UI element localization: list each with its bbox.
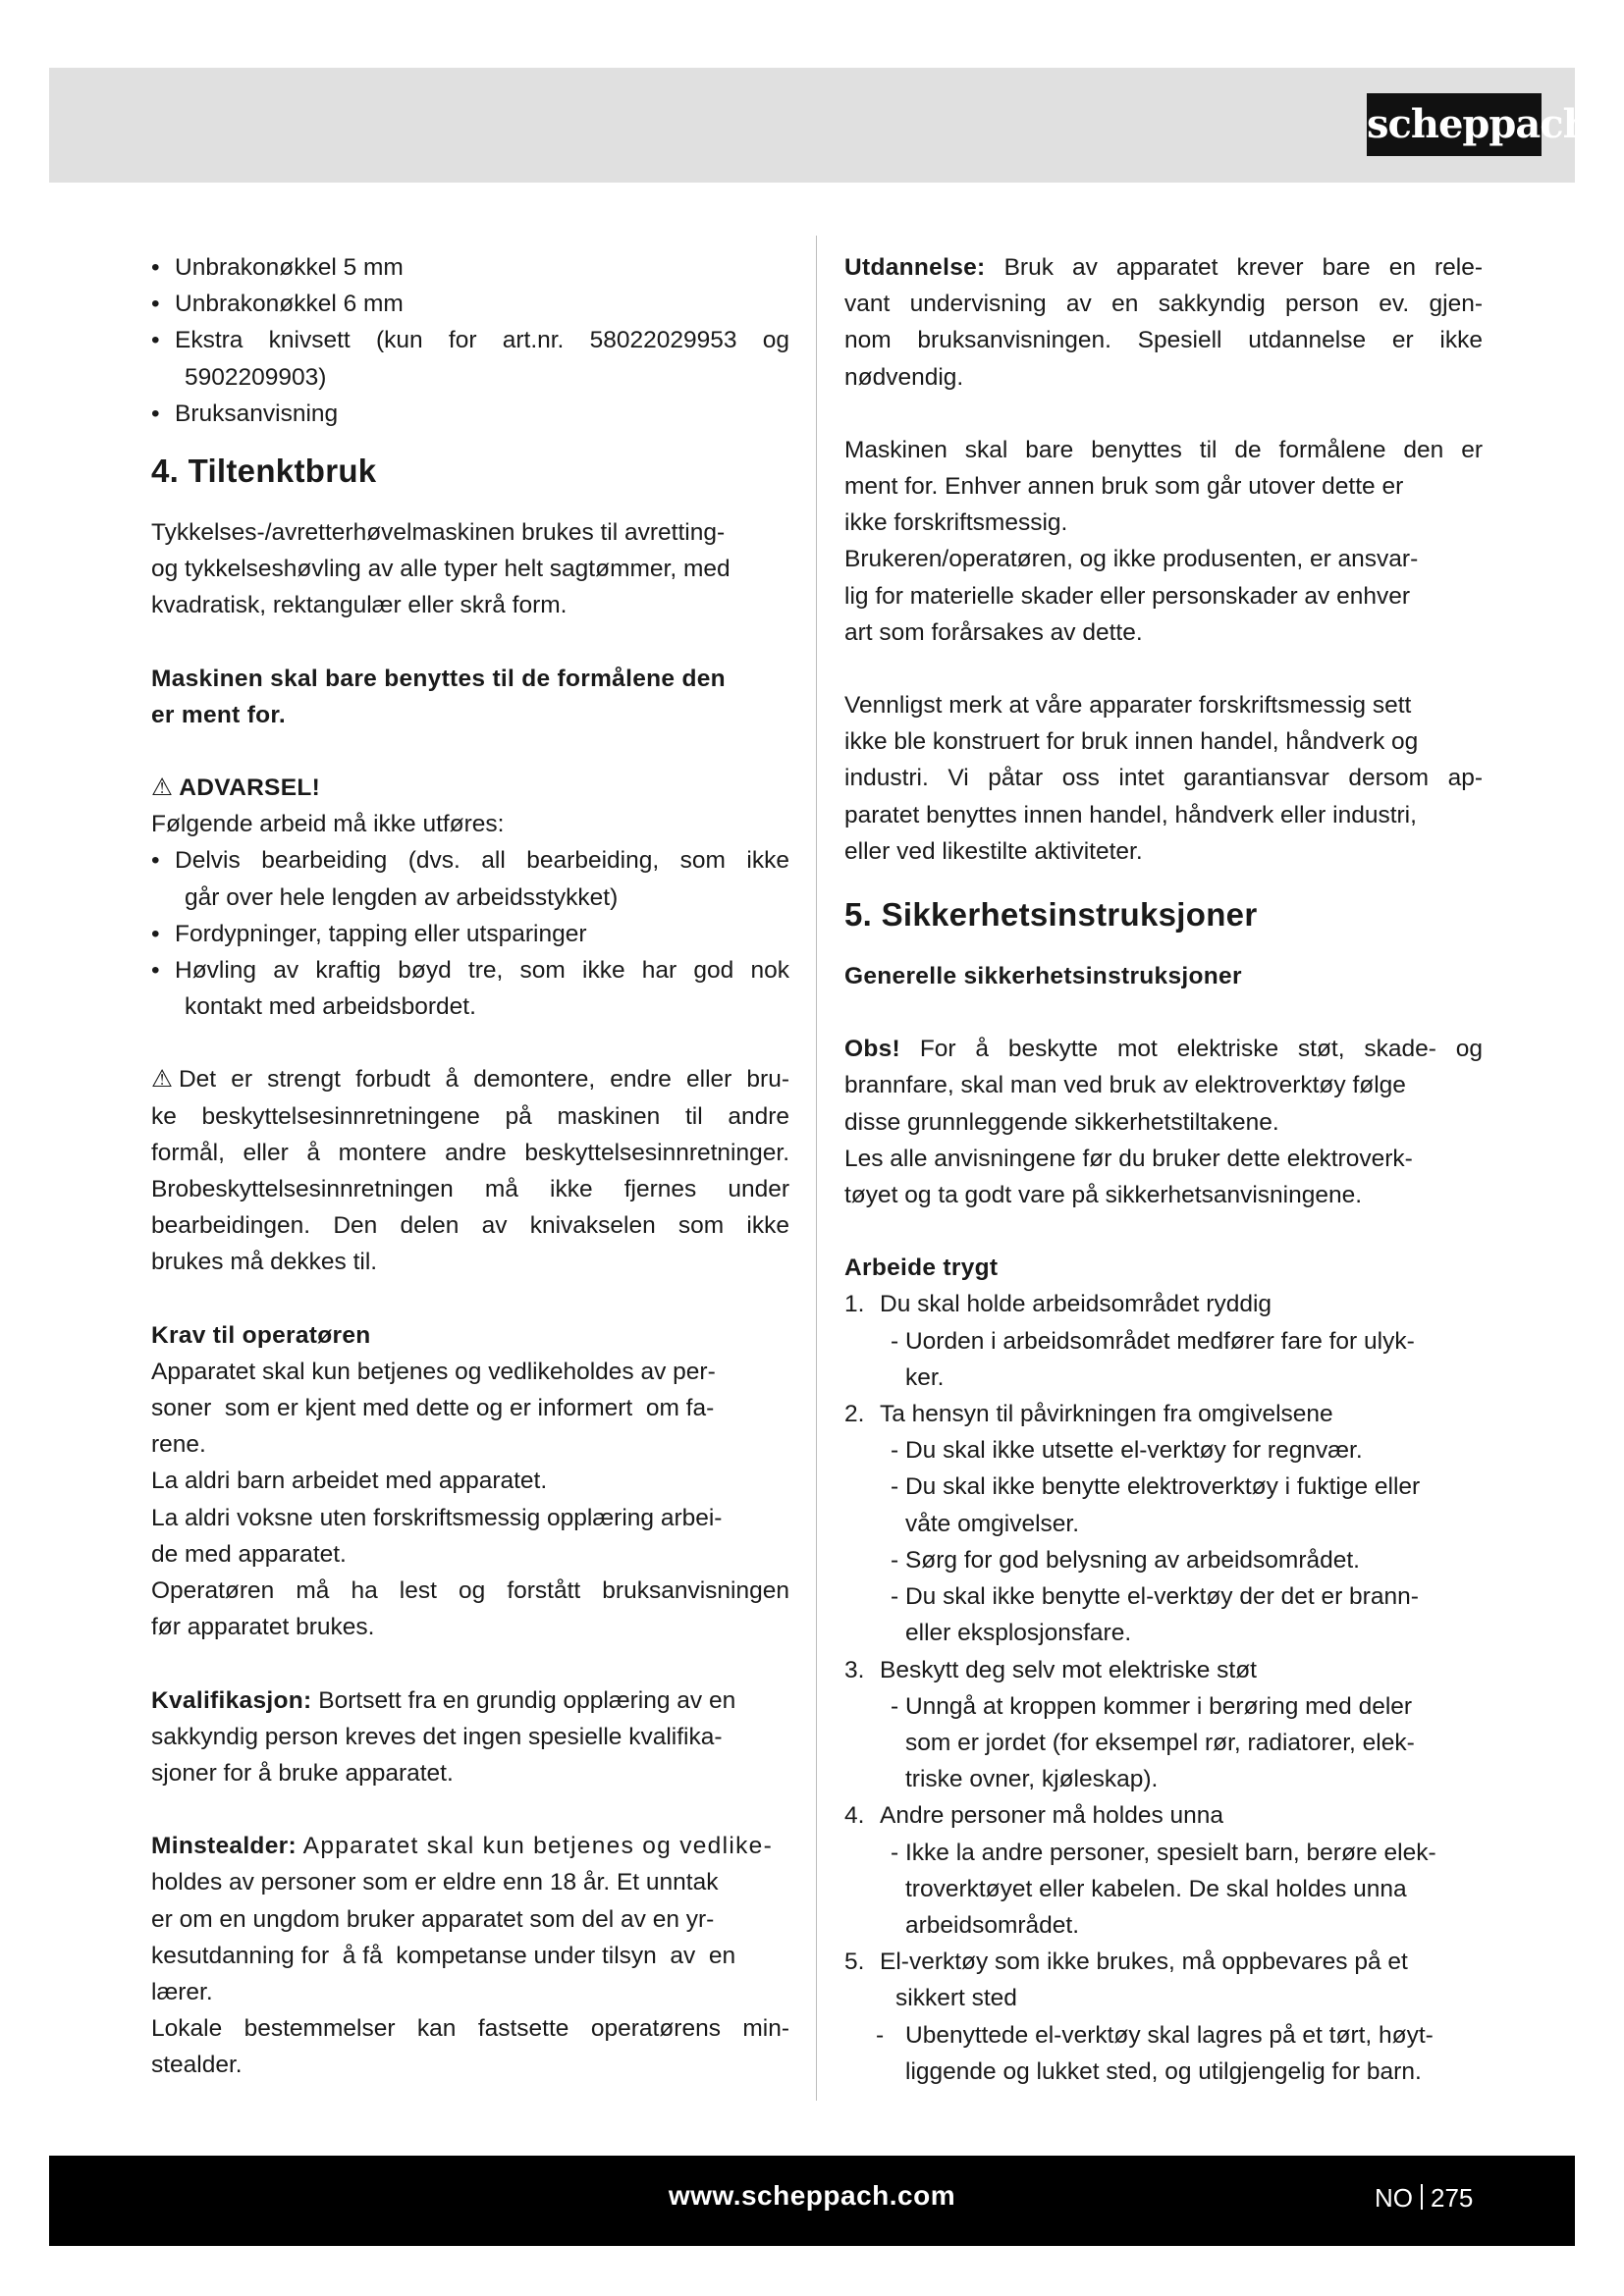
text-line: Maskinen skal bare benyttes til de formålene den er — [844, 436, 1483, 463]
text-line: Minstealder: Apparatet skal kun betjenes og vedlike- — [151, 1833, 774, 1860]
text-line: de med apparatet. — [151, 1540, 347, 1568]
text-line: bearbeidingen. Den delen av knivakselen som ikke — [151, 1212, 789, 1240]
text-line: vant undervisning av en sakkyndig person ev. gjen- — [844, 291, 1483, 318]
text-line: Obs! For å beskytte mot elektriske støt, skade- og — [844, 1036, 1483, 1063]
text-line: Lokale bestemmelser kan fastsette operatørens min- — [151, 2015, 789, 2043]
text-line: formål, eller å montere andre beskyttelsesinnretninger. — [151, 1139, 789, 1166]
text-line: kesutdanning for å få kompetanse under tilsyn av en — [151, 1942, 736, 1969]
warning-triangle-icon: ⚠ — [151, 774, 174, 802]
operator-paragraph — [151, 1354, 789, 1646]
education-paragraph — [844, 249, 1483, 396]
list-item: 1. Du skal holde arbeidsområdet ryddig — [844, 1291, 1272, 1318]
list-item: • Ekstra knivsett (kun for art.nr. 58022029953 og 5902209903) — [151, 322, 789, 395]
list-item: 5. El-verktøy som ikke brukes, må oppbevares på et — [844, 1949, 1408, 1976]
list-sub-item-cont: eller eksplosjonsfare. — [905, 1620, 1132, 1647]
text-line: ⚠ Det er strengt forbudt å demontere, endre eller bru- — [151, 1061, 789, 1097]
list-item: • Unbrakonøkkel 5 mm — [151, 249, 789, 286]
list-sub-item-cont: liggende og lukket sted, og utilgjengelig for barn. — [905, 2057, 1422, 2085]
accessory-list — [151, 249, 789, 432]
text-line: ke beskyttelsesinnretningene på maskinen til andre — [151, 1102, 789, 1130]
column-divider — [816, 236, 817, 2101]
header-band — [49, 68, 1575, 183]
intended-use-bold — [151, 661, 789, 733]
warning-heading: ⚠ ADVARSEL! — [151, 770, 789, 806]
text-line: brukes må dekkes til. — [151, 1249, 378, 1276]
operator-heading: Krav til operatøren — [151, 1321, 371, 1349]
text-line: Les alle anvisningene før du bruker dette elektroverk- — [844, 1145, 1413, 1172]
list-sub-item-cont: triske ovner, kjøleskap). — [905, 1766, 1159, 1793]
work-safely-heading: Arbeide trygt — [844, 1255, 999, 1282]
footer-page-number: NO 275 — [1375, 2183, 1474, 2213]
list-sub-item-cont: som er jordet (for eksempel rør, radiatorer, elek- — [905, 1729, 1415, 1756]
list-sub-item-cont: troverktøyet eller kabelen. De skal holdes unna — [905, 1875, 1407, 1902]
text-line: Vennligst merk at våre apparater forskriftsmessig sett — [844, 692, 1412, 720]
list-item: • Delvis bearbeiding (dvs. all bearbeiding, som ikke går over hele lengden av arbeidsstykket) — [151, 842, 789, 915]
obs-paragraph — [844, 1031, 1483, 1213]
text-line: holdes av personer som er eldre enn 18 år. Et unntak — [151, 1869, 719, 1896]
left-column — [151, 249, 789, 2084]
text-line: La aldri voksne uten forskriftsmessig opplæring arbei- — [151, 1504, 723, 1531]
text-line: Tykkelses-/avretterhøvelmaskinen brukes til avretting- — [151, 519, 726, 547]
list-item: • Fordypninger, tapping eller utsparinger — [151, 916, 789, 952]
list-item: • Bruksanvisning — [151, 396, 789, 432]
text-line: Maskinen skal bare benyttes til de formålene den — [151, 665, 726, 692]
text-line: ikke ble konstruert for bruk innen handel, håndverk og — [844, 728, 1419, 756]
minimum-age-paragraph — [151, 1828, 789, 2083]
warning-triangle-icon: ⚠ — [151, 1066, 173, 1094]
prohibition-paragraph — [151, 1061, 789, 1280]
text-line: art som forårsakes av dette. — [844, 618, 1143, 646]
list-item-cont: sikkert sted — [895, 1985, 1017, 2012]
text-line: er om en ungdom bruker apparatet som del av en yr- — [151, 1905, 715, 1933]
text-line: nødvendig. — [844, 363, 964, 391]
text-line: Apparatet skal kun betjenes og vedlikeholdes av per- — [151, 1358, 716, 1385]
list-item: 3. Beskytt deg selv mot elektriske støt — [844, 1656, 1257, 1683]
text-line: Operatøren må ha lest og forstått bruksanvisningen — [151, 1577, 789, 1605]
text-line: lærer. — [151, 1978, 213, 2005]
text-line: paratet benyttes innen handel, håndverk eller industri, — [844, 801, 1417, 828]
text-line: sakkyndig person kreves det ingen spesielle kvalifika- — [151, 1723, 723, 1750]
text-line: lig for materielle skader eller personskader av enhver — [844, 582, 1411, 610]
section-4-title: 4. Tiltenktbruk — [151, 453, 377, 490]
list-sub-item-cont: arbeidsområdet. — [905, 1911, 1080, 1939]
list-item: • Unbrakonøkkel 6 mm — [151, 286, 789, 322]
list-item: 4. Andre personer må holdes unna — [844, 1802, 1224, 1830]
text-line: industri. Vi påtar oss intet garantiansvar dersom ap- — [844, 765, 1483, 792]
text-line: og tykkelseshøvling av alle typer helt sagtømmer, med — [151, 556, 731, 583]
list-sub-item: - Du skal ikke benytte el-verktøy der det er brann- — [891, 1583, 1419, 1611]
intended-use-paragraph — [151, 514, 789, 624]
commercial-use-note — [844, 687, 1483, 870]
list-item: 2. Ta hensyn til påvirkningen fra omgivelsene — [844, 1401, 1333, 1428]
text-line: rene. — [151, 1431, 206, 1459]
purpose-paragraph — [844, 432, 1483, 651]
text-line: brannfare, skal man ved bruk av elektroverktøy følge — [844, 1072, 1406, 1099]
text-line: Brobeskyttelsesinnretningen må ikke fjernes under — [151, 1176, 789, 1203]
text-line: nom bruksanvisningen. Spesiell utdannelse er ikke — [844, 327, 1483, 354]
text-line: sjoner for å bruke apparatet. — [151, 1759, 454, 1787]
qualification-paragraph — [151, 1682, 789, 1792]
general-safety-heading: Generelle sikkerhetsinstruksjoner — [844, 963, 1242, 990]
text-line: kvadratisk, rektangulær eller skrå form. — [151, 592, 568, 619]
text-line: La aldri barn arbeidet med apparatet. — [151, 1468, 548, 1495]
right-column — [844, 249, 1483, 2090]
text-line: Kvalifikasjon: Bortsett fra en grundig opplæring av en — [151, 1686, 736, 1714]
scheppach-logo: scheppach — [1367, 93, 1542, 156]
text-line: ikke forskriftsmessig. — [844, 509, 1068, 537]
list-sub-item-cont: våte omgivelser. — [905, 1510, 1080, 1537]
warning-intro: Følgende arbeid må ikke utføres: — [151, 811, 505, 838]
safety-list — [844, 1286, 1483, 2089]
text-line: disse grunnleggende sikkerhetstiltakene. — [844, 1108, 1279, 1136]
list-item: • Høvling av kraftig bøyd tre, som ikke har god nok kontakt med arbeidsbordet. — [151, 952, 789, 1025]
list-sub-item: - Ikke la andre personer, spesielt barn, berøre elek- — [891, 1839, 1436, 1866]
text-line: før apparatet brukes. — [151, 1614, 375, 1641]
text-line: stealder. — [151, 2052, 243, 2079]
text-line: eller ved likestilte aktiviteter. — [844, 837, 1143, 865]
footer-website-link[interactable]: www.scheppach.com — [668, 2180, 956, 2211]
list-sub-item: - Sørg for god belysning av arbeidsområdet. — [891, 1546, 1360, 1574]
text-line: soner som er kjent med dette og er informert om fa- — [151, 1395, 715, 1422]
list-sub-item: - Ubenyttede el-verktøy skal lagres på et tørt, høyt- — [876, 2021, 1434, 2049]
section-5-title: 5. Sikkerhetsinstruksjoner — [844, 896, 1258, 934]
forbidden-work-list — [151, 842, 789, 1025]
text-line: Utdannelse: Bruk av apparatet krever bare en rele- — [844, 254, 1483, 281]
text-line: er ment for. — [151, 701, 287, 728]
list-sub-item-cont: ker. — [905, 1363, 945, 1391]
list-sub-item: - Unngå at kroppen kommer i berøring med deler — [891, 1692, 1413, 1720]
text-line: Brukeren/operatøren, og ikke produsenten, er ansvar- — [844, 546, 1419, 573]
text-line: tøyet og ta godt vare på sikkerhetsanvisningene. — [844, 1182, 1363, 1209]
list-sub-item: - Uorden i arbeidsområdet medfører fare for ulyk- — [891, 1327, 1415, 1355]
list-sub-item: - Du skal ikke utsette el-verktøy for regnvær. — [891, 1437, 1363, 1465]
text-line: ment for. Enhver annen bruk som går utover dette er — [844, 473, 1404, 501]
list-sub-item: - Du skal ikke benytte elektroverktøy i fuktige eller — [891, 1473, 1421, 1501]
